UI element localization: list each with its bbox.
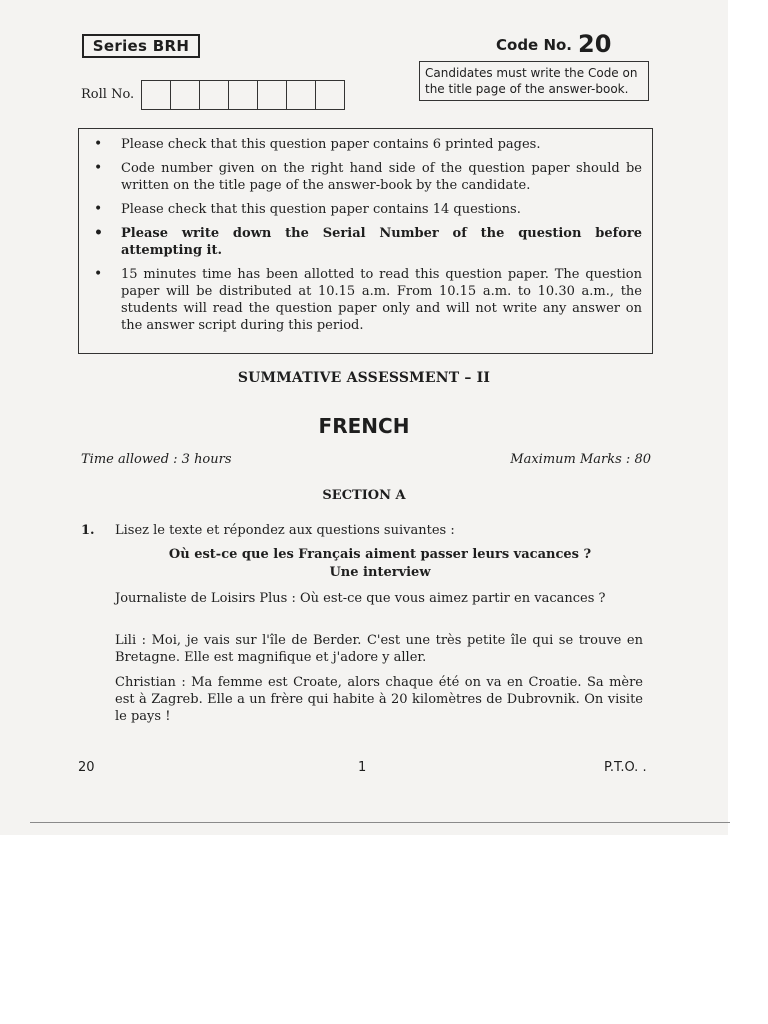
question-prompt: Lisez le texte et répondez aux questions suivantes : (115, 523, 455, 538)
code-note-box: Candidates must write the Code on the title page of the answer-book. (419, 61, 649, 101)
instruction-item: • Code number given on the right hand side of the question paper should be written on the title page of the answer-book by the candidate. (89, 160, 642, 194)
assessment-heading: SUMMATIVE ASSESSMENT – II (237, 370, 491, 386)
instruction-item: • 15 minutes time has been allotted to read this question paper. The question paper will be distributed at 10.15 a.m. From 10.15 a.m. to 10.30 a.m., the students will read the question paper only and will not write any answer on the answer script during this period. (89, 266, 642, 334)
roll-number-boxes[interactable] (141, 80, 345, 110)
passage-paragraph: Christian : Ma femme est Croate, alors chaque été on va en Croatie. Sa mère est à Zagreb. Elle a un frère qui habite à 20 kilomètres de Dubrovnik. On visite le pays ! (115, 675, 643, 724)
passage-subtitle: Une interview (329, 565, 431, 580)
section-heading: SECTION A (322, 488, 406, 503)
passage-title: Où est-ce que les Français aiment passer leurs vacances ? (168, 547, 592, 562)
page-number: 1 (358, 760, 367, 775)
roll-digit-box[interactable] (200, 81, 229, 109)
roll-digit-box[interactable] (171, 81, 200, 109)
roll-digit-box[interactable] (316, 81, 345, 109)
passage-paragraph: Lili : Moi, je vais sur l'île de Berder. C'est une très petite île qui se trouve en Bretagne. Elle est magnifique et j'adore y aller. (115, 633, 643, 665)
subject-heading: FRENCH (318, 414, 410, 438)
instruction-item: • Please write down the Serial Number of the question before attempting it. (89, 225, 642, 259)
roll-digit-box[interactable] (229, 81, 258, 109)
instructions-box (78, 128, 653, 354)
passage-paragraph: Journaliste de Loisirs Plus : Où est-ce que vous aimez partir en vacances ? (115, 591, 606, 606)
instruction-item: • Please check that this question paper contains 14 questions. (89, 201, 642, 218)
code-value: 20 (578, 30, 612, 58)
page-edge-line (30, 822, 730, 823)
question-number: 1. (81, 523, 95, 538)
please-turn-over: P.T.O. . (604, 760, 647, 775)
code-number (496, 30, 611, 58)
footer-code: 20 (78, 760, 95, 775)
instruction-item: • Please check that this question paper contains 6 printed pages. (89, 136, 642, 153)
instructions-list (89, 136, 642, 334)
time-allowed: Time allowed : 3 hours (81, 452, 232, 467)
code-label: Code No. (496, 36, 573, 54)
series-label: Series BRH (82, 34, 200, 58)
roll-digit-box[interactable] (142, 81, 171, 109)
roll-number-label: Roll No. (81, 87, 135, 102)
roll-digit-box[interactable] (258, 81, 287, 109)
roll-digit-box[interactable] (287, 81, 316, 109)
maximum-marks: Maximum Marks : 80 (510, 452, 651, 467)
